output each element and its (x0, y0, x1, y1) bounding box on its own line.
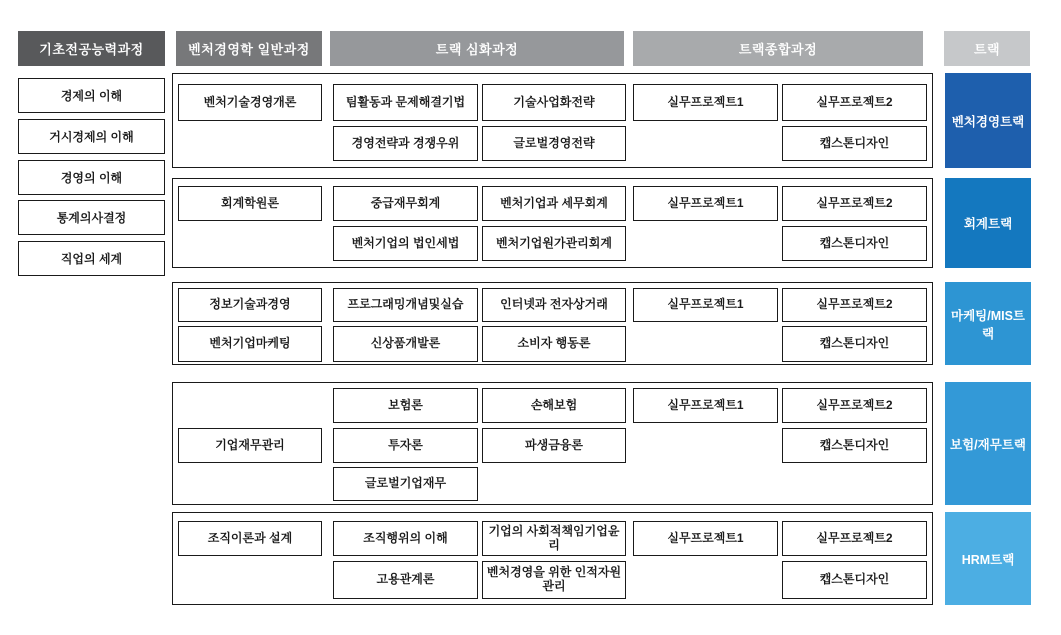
course-box: 실무프로젝트2 (782, 288, 927, 322)
course-box: 캡스톤디자인 (782, 428, 927, 463)
course-box: 신상품개발론 (333, 326, 478, 362)
track-group-marketing-mis (172, 282, 933, 365)
track-group-accounting (172, 178, 933, 268)
header-foundation-course: 기초전공능력과정 (18, 31, 165, 66)
course-box: 실무프로젝트2 (782, 521, 927, 556)
track-group-insurance-finance (172, 382, 933, 505)
track-group-hrm (172, 512, 933, 605)
course-box: 캡스톤디자인 (782, 126, 927, 161)
track-label-accounting: 회계트랙 (945, 178, 1031, 268)
track-label-insurance-finance: 보험/재무트랙 (945, 382, 1031, 505)
course-box: 벤처기업의 법인세법 (333, 226, 478, 261)
course-box: 실무프로젝트1 (633, 84, 778, 121)
course-box: 글로벌기업재무 (333, 467, 478, 501)
course-box: 실무프로젝트1 (633, 288, 778, 322)
header-track: 트랙 (944, 31, 1030, 66)
course-box: 기업의 사회적책임기업윤리 (482, 521, 626, 556)
foundation-course-box: 통계의사결정 (18, 200, 165, 235)
course-box: 캡스톤디자인 (782, 226, 927, 261)
course-box: 실무프로젝트2 (782, 186, 927, 221)
header-general-course: 벤처경영학 일반과정 (176, 31, 322, 66)
course-box: 조직이론과 설계 (178, 521, 322, 556)
course-box: 파생금융론 (482, 428, 626, 463)
course-box: 벤처기술경영개론 (178, 84, 322, 121)
course-box: 인터넷과 전자상거래 (482, 288, 626, 322)
course-box: 캡스톤디자인 (782, 561, 927, 599)
course-box: 실무프로젝트2 (782, 84, 927, 121)
course-box: 투자론 (333, 428, 478, 463)
header-integrated-course: 트랙종합과정 (633, 31, 923, 66)
track-label-marketing-mis: 마케팅/MIS트랙 (945, 282, 1031, 365)
course-box: 손해보험 (482, 388, 626, 423)
course-box: 벤처경영을 위한 인적자원관리 (482, 561, 626, 599)
course-box: 캡스톤디자인 (782, 326, 927, 362)
track-label-venture-management: 벤처경영트랙 (945, 73, 1031, 168)
foundation-course-box: 경제의 이해 (18, 78, 165, 113)
header-advanced-course: 트랙 심화과정 (330, 31, 624, 66)
track-label-hrm: HRM트랙 (945, 512, 1031, 605)
course-box: 벤처기업마케팅 (178, 326, 322, 362)
course-box: 기업재무관리 (178, 428, 322, 463)
course-box: 소비자 행동론 (482, 326, 626, 362)
course-box: 중급재무회계 (333, 186, 478, 221)
course-box: 글로벌경영전략 (482, 126, 626, 161)
course-box: 고용관계론 (333, 561, 478, 599)
course-box: 실무프로젝트2 (782, 388, 927, 423)
course-box: 조직행위의 이해 (333, 521, 478, 556)
course-box: 회계학원론 (178, 186, 322, 221)
course-box: 벤처기업과 세무회계 (482, 186, 626, 221)
course-box: 기술사업화전략 (482, 84, 626, 121)
foundation-course-box: 직업의 세계 (18, 241, 165, 276)
track-group-venture-management (172, 73, 933, 168)
course-box: 보험론 (333, 388, 478, 423)
course-box: 실무프로젝트1 (633, 388, 778, 423)
foundation-course-box: 경영의 이해 (18, 160, 165, 195)
foundation-course-box: 거시경제의 이해 (18, 119, 165, 154)
course-box: 팀활동과 문제해결기법 (333, 84, 478, 121)
course-box: 프로그래밍개념및실습 (333, 288, 478, 322)
course-box: 경영전략과 경쟁우위 (333, 126, 478, 161)
course-box: 실무프로젝트1 (633, 521, 778, 556)
course-box: 실무프로젝트1 (633, 186, 778, 221)
course-box: 정보기술과경영 (178, 288, 322, 322)
course-box: 벤처기업원가관리회계 (482, 226, 626, 261)
